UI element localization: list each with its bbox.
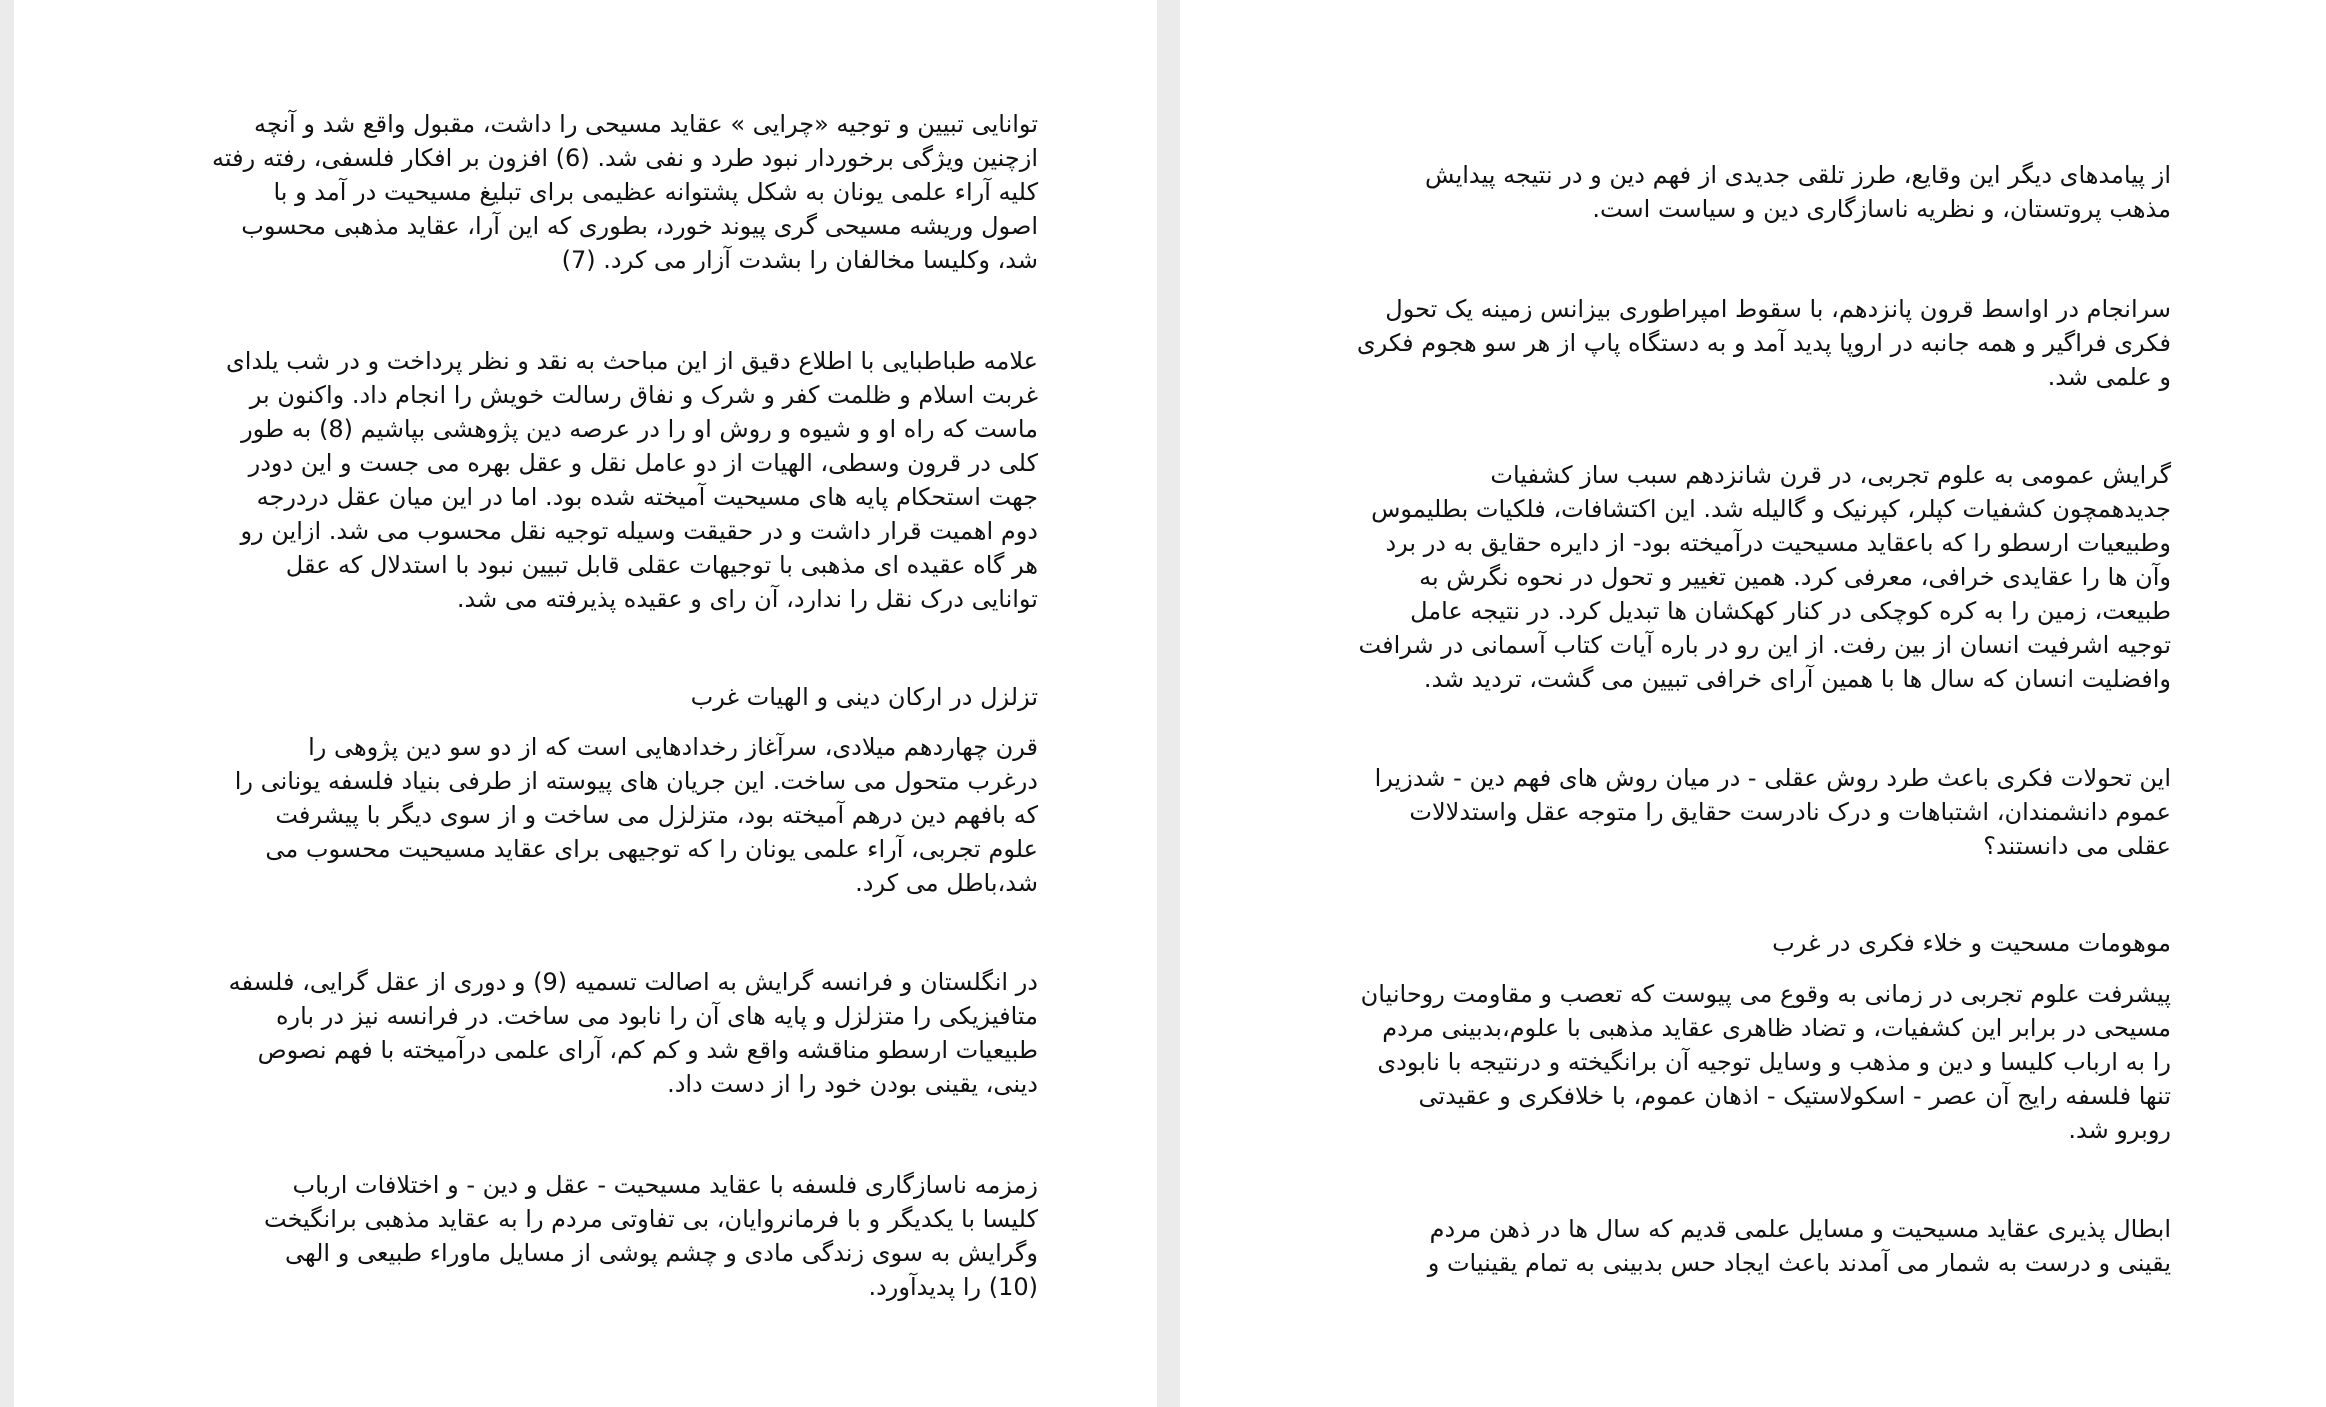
paragraph: از پیامدهای دیگر این وقایع، طرز تلقی جدیدی از فهم دین و در نتیجه پیدایش مذهب پروتستان، و نظریه ناسازگاری دین و سیاست است. xyxy=(1424,161,2171,223)
paragraph: زمزمه ناسازگاری فلسفه با عقاید مسیحیت - عقل و دین - و اختلافات ارباب کلیسا با یکدیگر و با فرمانروایان، بی تفاوتی مردم را به عقاید مذهبی برانگیخت وگرایش به سوی زندگی مادی و چشم پوشی از مسایل ماوراء طبیعی و الهی (10) را پدیدآورد. xyxy=(264,1171,1038,1301)
paragraph: علامه طباطبایی با اطلاع دقیق از این مباحث به نقد و نظر پرداخت و در شب یلدای غربت اسلام و ظلمت کفر و شرک و نفاق رسالت خویش را انجام داد. واکنون بر ماست که راه او و شیوه و روش او را در عرصه دین پژوهشی بپاشیم (8) به طور کلی در قرون وسطی، الهیات از دو عامل نقل و عقل بهره می جست و این دودر جهت استحکام پایه های مسیحیت آمیخته شده بود. اما در این میان عقل دردرجه دوم اهمیت قرار داشت و در حقیقت وسیله توجیه نقل محسوب می شد. ازاین رو هر گاه عقیده ای مذهبی با توجیهات عقلی قابل تبیین نبود با استدلال که عقل توانایی درک نقل را ندارد، آن رای و عقیده پذیرفته می شد. xyxy=(226,347,1038,613)
paragraph: این تحولات فکری باعث طرد روش عقلی - در میان روش های فهم دین - شدزیرا عموم دانشمندان، اشتباهات و درک نادرست حقایق را متوجه عقل واستدلالات عقلی می دانستند؟ xyxy=(1374,764,2171,860)
section-heading: موهومات مسحیت و خلاء فکری در غرب xyxy=(1772,929,2171,957)
section-heading: تزلزل در ارکان دینی و الهیات غرب xyxy=(690,683,1038,711)
paragraph: قرن چهاردهم میلادی، سرآغاز رخدادهایی است که از دو سو دین پژوهی را درغرب متحول می ساخت. این جریان های پیوسته از طرفی بنیاد فلسفه یونانی را که بافهم دین درهم آمیخته بود، متزلزل می ساخت و از سوی دیگر با پیشرفت علوم تجربی، آراء علمی یونان را که توجیهی برای عقاید مسیحیت محسوب می شد،باطل می کرد. xyxy=(234,733,1038,897)
document-page-right xyxy=(1180,0,2326,1407)
paragraph: ابطال پذیری عقاید مسیحیت و مسایل علمی قدیم که سال ها در ذهن مردم یقینی و درست به شمار می آمدند باعث ایجاد حس بدبینی به تمام یقینیات و xyxy=(1427,1215,2171,1277)
paragraph: سرانجام در اواسط قرون پانزدهم، با سقوط امپراطوری بیزانس زمینه یک تحول فکری فراگیر و همه جانبه در اروپا پدید آمد و به دستگاه پاپ از هر سو هجوم فکری و علمی شد. xyxy=(1356,295,2171,391)
paragraph: پیشرفت علوم تجربی در زمانی به وقوع می پیوست که تعصب و مقاومت روحانیان مسیحی در برابر این کشفیات، و تضاد ظاهری عقاید مذهبی با علوم،بدبینی مردم را به ارباب کلیسا و دین و مذهب و وسایل توجیه آن برانگیخته و درنتیجه با نابودی تنها فلسفه رایج آن عصر - اسکولاستیک - اذهان عموم، با خلافکری و عقیدتی روبرو شد. xyxy=(1360,980,2171,1144)
paragraph: توانایی تبیین و توجیه «چرایی » عقاید مسیحی را داشت، مقبول واقع شد و آنچه ازچنین ویژگی برخوردار نبود طرد و نفی شد. (6) افزون بر افکار فلسفی، رفته رفته کلیه آراء علمی یونان به شکل پشتوانه عظیمی برای تبلیغ مسیحیت در آمد و با اصول وریشه مسیحی گری پیوند خورد، بطوری که این آرا، عقاید مذهبی محسوب شد، وکلیسا مخالفان را بشدت آزار می کرد. (7) xyxy=(212,110,1038,274)
paragraph: گرایش عمومی به علوم تجربی، در قرن شانزدهم سبب ساز کشفیات جدیدهمچون کشفیات کپلر، کپرنیک و گالیله شد. این اکتشافات، فلکیات بطلیموس وطبیعیات ارسطو را که باعقاید مسیحیت درآمیخته بود- از دایره حقایق به در برد وآن ها را عقایدی خرافی، معرفی کرد. همین تغییر و تحول در نحوه نگرش به طبیعت، زمین را به کره کوچکی در کنار کهکشان ها تبدیل کرد. در نتیجه عامل توجیه اشرفیت انسان از بین رفت. از این رو در باره آیات کتاب آسمانی در شرافت وافضلیت انسان که سال ها با همین آرای خرافی تبیین می گشت، تردید شد. xyxy=(1358,461,2171,693)
document-page-left xyxy=(14,0,1157,1407)
paragraph: در انگلستان و فرانسه گرایش به اصالت تسمیه (9) و دوری از عقل گرایی، فلسفه متافیزیکی را متزلزل و پایه های آن را نابود می ساخت. در فرانسه نیز در باره طبیعیات ارسطو مناقشه واقع شد و کم کم، آرای علمی درآمیخته با فهم نصوص دینی، یقینی بودن خود را از دست داد. xyxy=(228,968,1038,1098)
